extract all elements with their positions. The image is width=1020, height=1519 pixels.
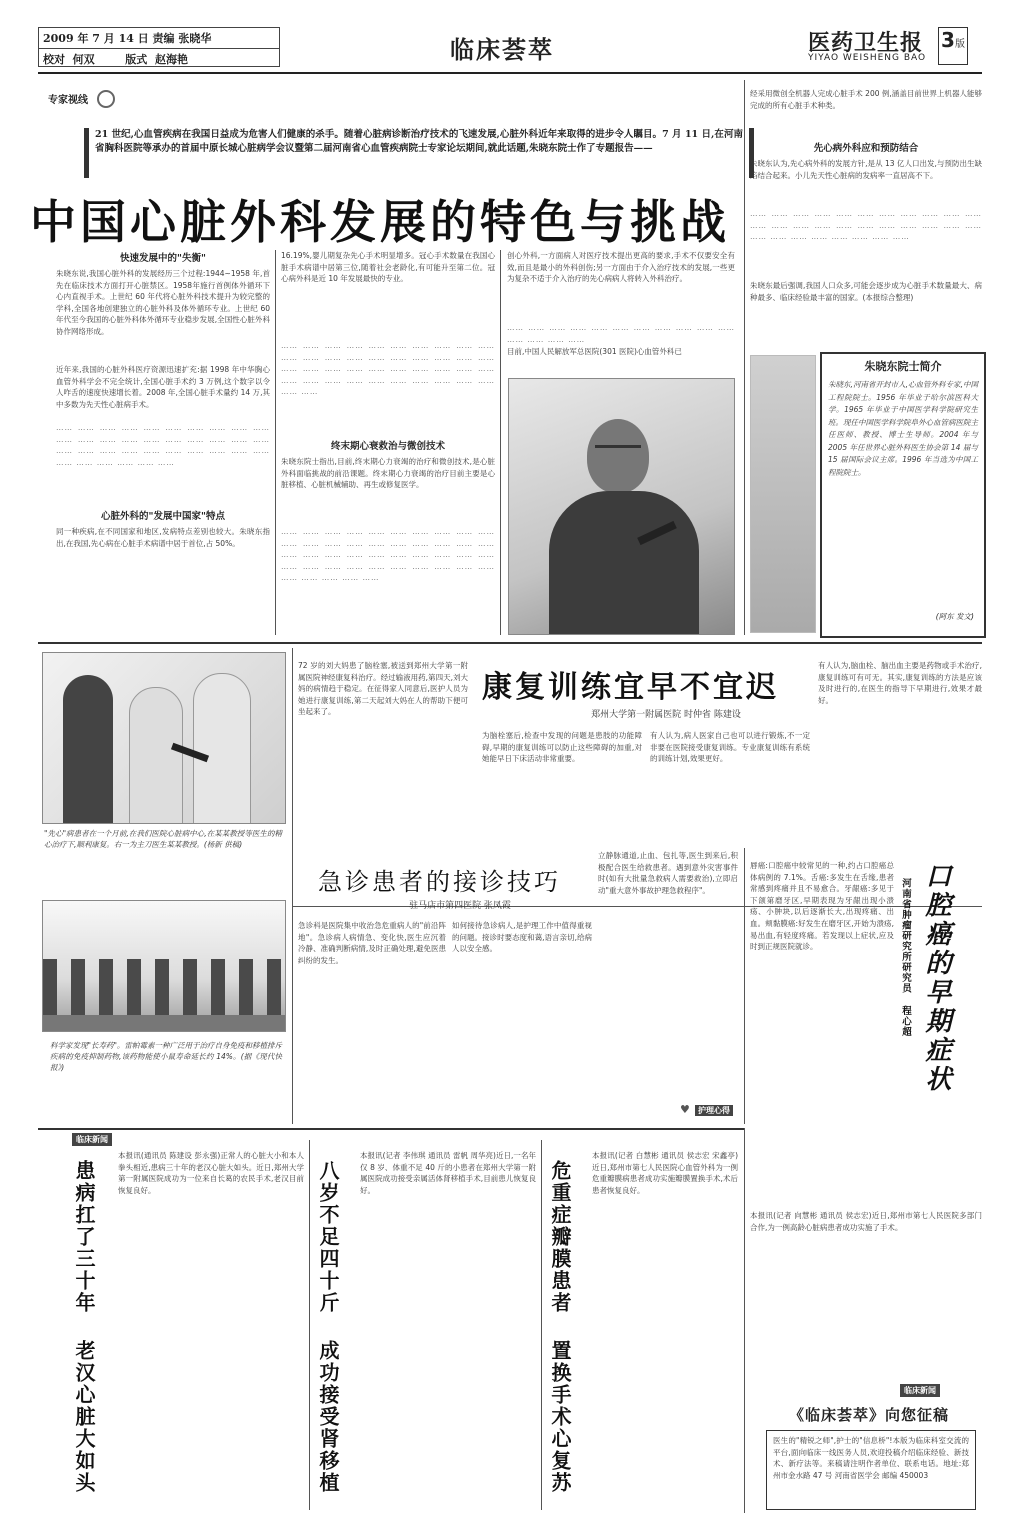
nursing-tag xyxy=(680,1098,740,1114)
col4-fill: …… …… …… …… …… …… …… …… …… …… …… …… …… …… …… …… …… …… …… …… …… …… …… …… …… …… …… …… …… …… xyxy=(750,209,982,242)
subheading-3: 终末期心衰救治与微创技术 xyxy=(330,441,445,452)
story3-text: 本报讯(记者 白慧彬 通讯员 侯志宏 宋鑫亭)近日,郑州市第七人民医院心血管外科为一例危重瓣膜病患者成功实施瓣膜置换手术,术后患者恢复良好。 xyxy=(592,1151,738,1195)
section-rule-1 xyxy=(38,642,982,644)
oral-title: 口腔癌的早期症状 xyxy=(921,862,951,1094)
emergency-col1: 急诊科是医院集中收治急危重病人的"前沿阵地"。急诊病人病情急、变化快,医生应沉着冷静、准确判断病情,及时正确处理,避免医患纠纷的发生。 xyxy=(298,921,446,965)
nursing-tag-text: 护理心得 xyxy=(695,1105,733,1116)
section-rule-3 xyxy=(38,1128,744,1130)
bio-signature: (阿东 发文) xyxy=(935,612,974,621)
oral-text: 唇癌:口腔癌中较常见的一种,约占口腔癌总体病例的 7.1%。舌癌:多发生在舌缘,患者常感到疼痛并且不易愈合。牙龈癌:多见于下颌第磨牙区,早期表现为牙龈出现小溃疡、小肿块,以后逐渐长大,出现疼痛、出血。颊黏膜癌:好发生在磨牙区,开始为溃疡,易出血,有轻度疼痛。若发现以上症状,应及时到正规医院就诊。 xyxy=(750,861,894,952)
rehab-col3: 有人认为,病人医家自己也可以进行锻炼,不一定非要在医院接受康复训练。专业康复训练有系统的训练计划,效果更好。 xyxy=(650,731,810,764)
mid-divider-3 xyxy=(744,848,745,1124)
bottom-divider-2 xyxy=(541,1140,542,1510)
rehab-title: 康复训练宜早不宜迟 xyxy=(482,670,779,705)
story3-headline: 危重症瓣膜患者 置换手术心复苏 xyxy=(548,1160,572,1494)
rehab-byline: 郑州大学第一附属医院 时仲省 陈建设 xyxy=(591,710,741,720)
header-info xyxy=(38,27,280,67)
col4-para-a: 经采用微创全机器人完成心脏手术 200 例,涵盖目前世界上机器人能够完成的所有心脏手术种类。 xyxy=(750,89,982,110)
portrait-photo xyxy=(508,378,735,635)
section-title: 临床荟萃 xyxy=(450,35,554,64)
bottom-divider-3 xyxy=(744,1128,745,1513)
oral-author: 河南省肿瘤研究所研究员 程心超 xyxy=(900,878,911,1037)
story2-headline: 八岁不足四十斤 成功接受肾移植 xyxy=(316,1160,340,1494)
intro-box xyxy=(84,128,754,178)
col1 xyxy=(56,250,270,635)
rehab-col1: 72 岁的刘大妈患了脑栓塞,被送到郑州大学第一附属医院神经康复科治疗。经过输液用药,第四天,刘大妈的病情趋于稳定。在征得家人同意后,医护人员为她进行康复训练,第二天起刘大妈在人的帮助下便可坐起来了。 xyxy=(298,661,468,717)
bio-side-photo xyxy=(750,355,816,633)
emergency-byline: 驻马店市第四医院 张凤霞 xyxy=(409,901,511,911)
col1-para-c: 同一种疾病,在不同国家和地区,发病特点差别也较大。朱晓东指出,在我国,先心病在心脏手术病谱中居于首位,占 50%。 xyxy=(56,527,270,548)
expert-label xyxy=(48,88,143,110)
bottom-divider-1 xyxy=(309,1140,310,1510)
doctors-photo xyxy=(42,652,286,824)
easter-photo-caption: 科学家发现"长寿药"。雷帕霉素一种广泛用于治疗自身免疫和移植排斥疾病的免疫抑制药物,该药物能使小鼠寿命延长约 14%。(据《现代快报》) xyxy=(50,1041,282,1072)
intro-text: 21 世纪,心血管疾病在我国日益成为危害人们健康的杀手。随着心脏病诊断治疗技术的飞速发展,心脏外科近年来取得的进步令人瞩目。7 月 11 日,在河南省胸科医院等承办的首届中原长城心脏病学会议暨第二届河南省心血管疾病院士专家论坛期间,就此话题,朱晓东院士作了专题报告—— xyxy=(95,129,743,154)
doctor-2-figure xyxy=(129,687,183,824)
paper-pinyin: YIYAO WEISHENG BAO xyxy=(808,53,927,63)
col-divider-3 xyxy=(744,80,745,635)
portrait-glasses xyxy=(595,445,641,458)
doctors-photo-caption: "先心"病患者在一个月前,在我们医院心脏病中心,在某某教授等医生的精心治疗下,顺利康复。右一为主刀医生某某教授。(杨新 供稿) xyxy=(44,829,282,849)
easter-island-photo xyxy=(42,900,286,1032)
rehab-col2: 为脑栓塞后,检查中发现的问题是患肢的功能障碍,早期的康复训练可以防止这些障碍的加重,对她能早日下床活动非常重要。 xyxy=(482,731,642,764)
news-tag-1: 临床新闻 xyxy=(72,1133,112,1146)
solicit-text: 医生的"精锐之师",护士的"信息桥"!本版为临床科室交流的平台,面向临床一线医务人员,欢迎投稿介绍临床经验、新技术、新疗法等。来稿请注明作者单位、联系电话。地址:郑州市金水路 47 号 河南省医学会 邮编 450003 xyxy=(773,1436,969,1480)
expert-label-text: 专家视线 xyxy=(48,95,88,106)
col3 xyxy=(507,250,735,370)
page-number-box xyxy=(938,27,968,65)
story4-text: 本报讯(记者 向慧彬 通讯员 侯志宏)近日,郑州市第七人民医院多部门合作,为一例高龄心脏病患者成功实施了手术。 xyxy=(750,1211,982,1232)
solicit-box xyxy=(766,1430,976,1510)
col2 xyxy=(281,250,495,635)
subheading-2: 心脏外科的"发展中国家"特点 xyxy=(101,511,225,522)
heart-icon: ♥ xyxy=(680,1103,690,1116)
mid-divider-2 xyxy=(292,906,293,1124)
emergency-title: 急诊患者的接诊技巧 xyxy=(318,868,561,896)
col1-para-a: 朱晓东说,我国心脏外科的发展经历三个过程:1944~1958 年,首先在临床技术方面打开心脏禁区。1958年施行首例体外循环下心内直视手术。上世纪 60 年代将心脏外科技术提升为较完整的学科,全国各地创建独立的心脏外科及体外循环专业。上世纪 60 年代至今我国的心脏外科体外循环专业稳步发展,全国性心脏外科协作网络形成。 xyxy=(56,269,270,336)
col2-fill-b: …… …… …… …… …… …… …… …… …… …… …… …… …… …… …… …… …… …… …… …… …… …… …… …… …… …… …… …… …… …… …… …… …… …… …… …… …… …… …… …… …… …… …… …… …… xyxy=(281,527,495,583)
mid-divider-1 xyxy=(292,648,293,906)
emergency-col3: 立静脉通道,止血、包扎等,医生到来后,积极配合医生给救患者。遇到意外灾害事件时(如有大批量急救病人需要救治),立即启动"重大意外事故护理急救程序"。 xyxy=(598,851,738,895)
col1-para-b: 近年来,我国的心脏外科医疗资源迅速扩充:据 1998 年中华胸心血管外科学会不完全统计,全国心脏手术约 3 万例,这个数字以令人咋舌的速度快速增长着。2008 年,全国心脏手术量约 14 万,其中多数为先天性心脏病手术。 xyxy=(56,365,270,409)
paper-name: 医药卫生报 xyxy=(808,30,924,56)
doctor-1-figure xyxy=(63,675,113,824)
rehab-col4: 有人认为,脑血栓、脑出血主要是药物或手术治疗,康复训练可有可无。其实,康复训练的方法是应该及时进行的,在医生的指导下早期进行,效果才最好。 xyxy=(818,661,982,705)
col2-fill: …… …… …… …… …… …… …… …… …… …… …… …… …… …… …… …… …… …… …… …… …… …… …… …… …… …… …… …… …… …… …… …… …… …… …… …… …… …… …… …… …… …… xyxy=(281,341,495,397)
col-divider-2 xyxy=(500,250,501,635)
ground-strip xyxy=(43,1015,285,1031)
story1-text: 本报讯(通讯员 陈建设 彭永强)正常人的心脏大小和本人拳头相近,患病三十年的老汉心脏大如头。近日,郑州大学第一附属医院成功为一位来自长葛的农民手术,老汉目前恢复良好。 xyxy=(118,1151,304,1195)
header-proof-layout: 校对 何双 版式 赵海艳 xyxy=(43,53,188,66)
doctor-3-figure xyxy=(193,673,251,824)
col1-fill: …… …… …… …… …… …… …… …… …… …… …… …… …… …… …… …… …… …… …… …… …… …… …… …… …… …… …… …… …… …… …… …… …… …… …… …… xyxy=(56,423,270,467)
page-number: 3 xyxy=(941,28,955,52)
story2-text: 本报讯(记者 李伟琪 通讯员 雷帆 周华亮)近日,一名年仅 8 岁、体重不足 40 斤的小患者在郑州大学第一附属医院成功接受亲属活体肾移植手术,目前患儿恢复良好。 xyxy=(360,1151,536,1195)
page-unit: 版 xyxy=(954,39,965,50)
moai-statues xyxy=(43,959,285,1017)
portrait-body xyxy=(549,491,699,635)
col2-para-a: 16.19%,婴儿期复杂先心手术明显增多。冠心手术数量在我国心脏手术病谱中居第三位,随着社会老龄化,有可能升至第二位。冠心病外科是近 10 年发展最快的专业。 xyxy=(281,251,495,284)
header-rule xyxy=(38,72,982,74)
story1-headline: 患病扛了三十年 老汉心脏大如头 xyxy=(72,1160,96,1494)
col4-para-c: 朱晓东最后强调,我国人口众多,可能会逐步成为心脏手术数量最大、病种最多、临床经验最丰富的国家。(本报综合整理) xyxy=(750,281,982,302)
solicit-title: 《临床荟萃》向您征稿 xyxy=(788,1406,949,1424)
main-title: 中国心脏外科发展的特色与挑战 xyxy=(30,195,730,249)
col-divider-1 xyxy=(275,250,276,635)
col3-para-a: 创心外科,一方面病人对医疗技术提出更高的要求,手术不仅要安全有效,而且是最小的外科创伤;另一方面由于介入治疗技术的发展,一些更为复杂不适于介入治疗的先心病病人将转入外科治疗。 xyxy=(507,251,735,284)
col3-para-b: 目前,中国人民解放军总医院(301 医院)心血管外科已 xyxy=(507,347,682,356)
bio-text: 朱晓东,河南省开封市人,心血管外科专家,中国工程院院士。1956 年毕业于哈尔滨医科大学。1965 年毕业于中国医学科学院研究生班。现任中国医学科学院阜外心血管病医院主任医师、教授、博士生导师。2004 年与 2005 年任世界心脏外科医生协会第 14 届与 15 届国际会议主席。1996 年当选为中国工程院院士。 xyxy=(828,380,978,477)
col4-para-b: 朱晓东认为,先心病外科的发展方针,是从 13 亿人口出发,与预防出生缺陷结合起来。小儿先天性心脏病的发病率一直居高不下。 xyxy=(750,159,982,180)
col2-para-b: 朱晓东院士指出,目前,终末期心力衰竭的治疗和微创技术,是心脏外科面临挑战的前沿课题。终末期心力衰竭的治疗目前主要是心脏移植、心脏机械辅助、再生或修复医学。 xyxy=(281,457,495,490)
header-date-editor: 2009 年 7 月 14 日 责编 张晓华 xyxy=(39,28,279,49)
bio-title: 朱晓东院士简介 xyxy=(864,360,942,373)
col4 xyxy=(750,88,982,350)
subheading-1: 快速发展中的"失衡" xyxy=(120,253,206,264)
news-tag-2: 临床新闻 xyxy=(900,1384,940,1397)
emergency-col2: 如何接待急诊病人,是护理工作中值得重视的问题。接诊时要态度和蔼,语言亲切,给病人以安全感。 xyxy=(452,921,592,954)
magnifier-icon xyxy=(97,90,115,108)
subheading-4: 先心病外科应和预防结合 xyxy=(813,143,919,154)
bio-box xyxy=(820,352,986,638)
col3-fill: …… …… …… …… …… …… …… …… …… …… …… …… …… …… …… xyxy=(507,323,735,344)
